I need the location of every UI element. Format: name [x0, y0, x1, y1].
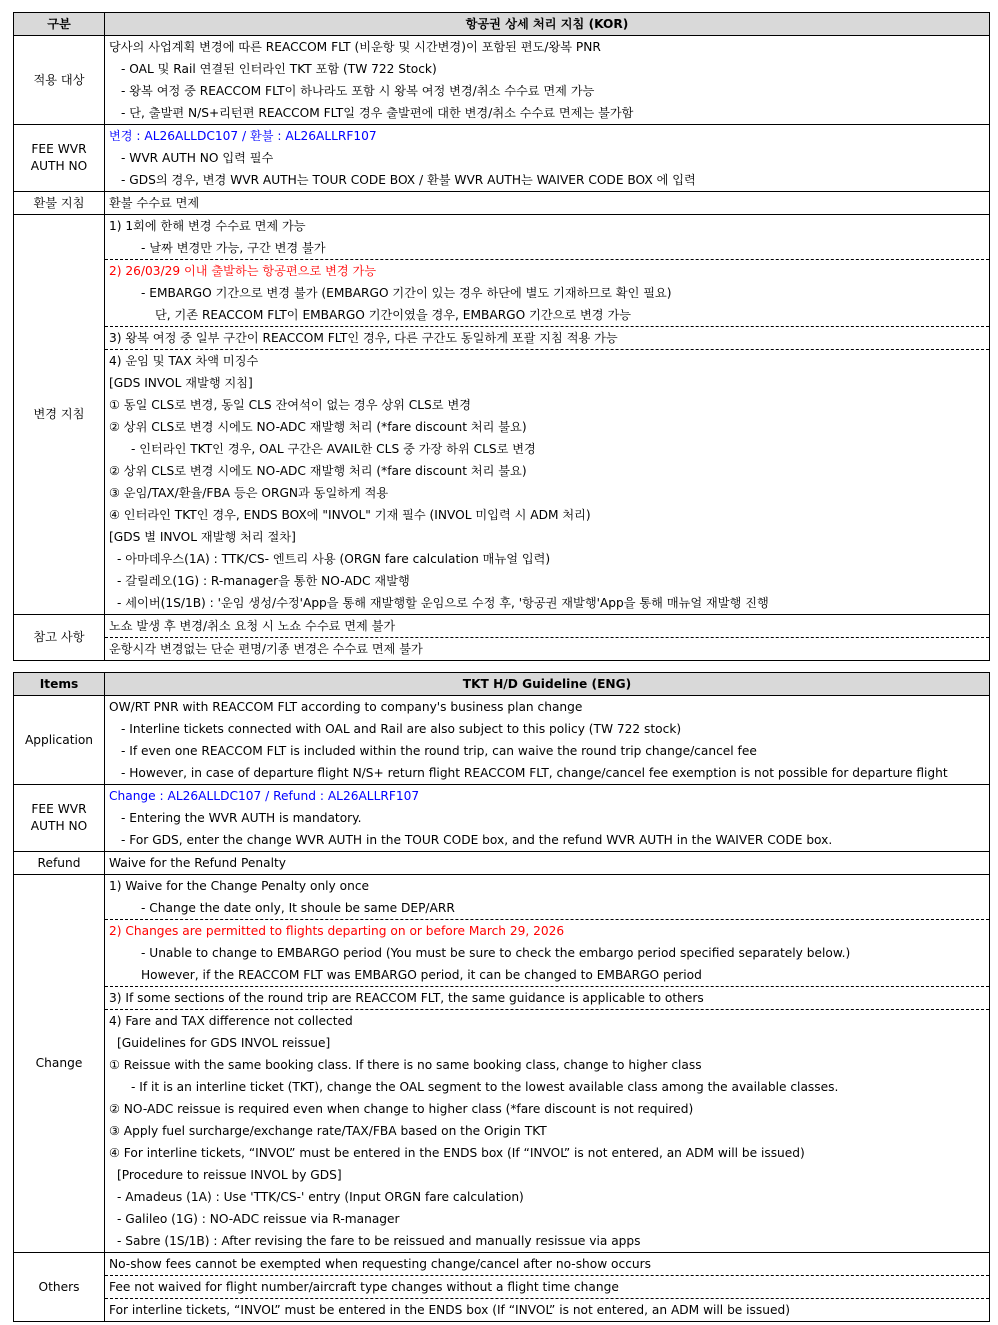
- content-line: ② NO-ADC reissue is required even when change to higher class (*fare discount is not required): [105, 1098, 990, 1120]
- table-row: [14, 696, 990, 719]
- table-row: [14, 785, 990, 808]
- content-line: ③ Apply fuel surcharge/exchange rate/TAX/FBA based on the Origin TKT: [105, 1120, 990, 1142]
- highlight-line: 2) 26/03/29 이내 출발하는 항공편으로 변경 가능: [105, 260, 990, 283]
- content-line: [GDS INVOL 재발행 지침]: [105, 372, 990, 394]
- header-title: 항공권 상세 처리 지침 (KOR): [105, 13, 990, 36]
- table-row: [14, 615, 990, 638]
- content-line: ② 상위 CLS로 변경 시에도 NO-ADC 재발행 처리 (*fare discount 처리 불요): [105, 416, 990, 438]
- row-label-refund: Refund: [14, 852, 105, 875]
- row-label-fee-wvr: FEE WVR AUTH NO: [14, 125, 105, 192]
- content-line: Fee not waived for flight number/aircraft type changes without a flight time change: [105, 1276, 990, 1299]
- content-line: [Guidelines for GDS INVOL reissue]: [105, 1032, 990, 1054]
- header-title: TKT H/D Guideline (ENG): [105, 673, 990, 696]
- content-line: - GDS의 경우, 변경 WVR AUTH는 TOUR CODE BOX / 환불 WVR AUTH는 WAIVER CODE BOX 에 입력: [105, 169, 990, 192]
- content-line: OW/RT PNR with REACCOM FLT according to company's business plan change: [105, 696, 990, 719]
- table-row: [14, 215, 990, 238]
- content-line: - 인터라인 TKT인 경우, OAL 구간은 AVAIL한 CLS 중 가장 하위 CLS로 변경: [105, 438, 990, 460]
- row-label-fee-wvr: FEE WVR AUTH NO: [14, 785, 105, 852]
- content-line: - 아마데우스(1A) : TTK/CS- 엔트리 사용 (ORGN fare calculation 매뉴얼 입력): [105, 548, 990, 570]
- content-line: - Unable to change to EMBARGO period (You must be sure to check the embargo period specified separately below.): [105, 942, 990, 964]
- content-line: - EMBARGO 기간으로 변경 불가 (EMBARGO 기간이 있는 경우 하단에 별도 기재하므로 확인 필요): [105, 282, 990, 304]
- content-line: - If even one REACCOM FLT is included within the round trip, can waive the round trip change/cancel fee: [105, 740, 990, 762]
- waiver-code-line: Change : AL26ALLDC107 / Refund : AL26ALLRF107: [105, 785, 990, 808]
- content-line: - If it is an interline ticket (TKT), change the OAL segment to the lowest available class among the available classes.: [105, 1076, 990, 1098]
- row-label-refund: 환불 지침: [14, 192, 105, 215]
- content-line: 단, 기존 REACCOM FLT이 EMBARGO 기간이였을 경우, EMBARGO 기간으로 변경 가능: [105, 304, 990, 327]
- content-line: ① 동일 CLS로 변경, 동일 CLS 잔여석이 없는 경우 상위 CLS로 변경: [105, 394, 990, 416]
- content-line: 노쇼 발생 후 변경/취소 요청 시 노쇼 수수료 면제 불가: [105, 615, 990, 638]
- content-line: - WVR AUTH NO 입력 필수: [105, 147, 990, 169]
- content-line: ① Reissue with the same booking class. If there is no same booking class, change to higher class: [105, 1054, 990, 1076]
- table-row: [14, 125, 990, 148]
- content-line: 운항시각 변경없는 단순 편명/기종 변경은 수수료 면제 불가: [105, 638, 990, 661]
- content-line: ② 상위 CLS로 변경 시에도 NO-ADC 재발행 처리 (*fare discount 처리 불요): [105, 460, 990, 482]
- content-line: - Sabre (1S/1B) : After revising the fare to be reissued and manually resissue via apps: [105, 1230, 990, 1253]
- content-line: - 단, 출발편 N/S+리턴편 REACCOM FLT일 경우 출발편에 대한 변경/취소 수수료 면제는 불가함: [105, 102, 990, 125]
- table-row: [14, 1253, 990, 1276]
- table-row: [14, 36, 990, 59]
- table-header-row: [14, 673, 990, 696]
- header-category: 구분: [14, 13, 105, 36]
- content-line: ③ 운임/TAX/환율/FBA 등은 ORGN과 동일하게 적용: [105, 482, 990, 504]
- guideline-table-eng: [13, 672, 990, 1322]
- highlight-line: 2) Changes are permitted to flights departing on or before March 29, 2026: [105, 920, 990, 943]
- table-header-row: [14, 13, 990, 36]
- content-line: - 세이버(1S/1B) : '운임 생성/수정'App을 통해 재발행할 운임으로 수정 후, '항공권 재발행'App을 통해 매뉴얼 재발행 진행: [105, 592, 990, 615]
- content-line: 당사의 사업계획 변경에 따른 REACCOM FLT (비운항 및 시간변경)이 포함된 편도/왕복 PNR: [105, 36, 990, 59]
- content-line: 4) Fare and TAX difference not collected: [105, 1010, 990, 1033]
- waiver-code-line: 변경 : AL26ALLDC107 / 환불 : AL26ALLRF107: [105, 125, 990, 148]
- row-label-application: 적용 대상: [14, 36, 105, 125]
- content-line: 환불 수수료 면제: [105, 192, 990, 215]
- guideline-table-kor: [13, 12, 990, 661]
- table-row: [14, 875, 990, 898]
- row-label-notes: 참고 사항: [14, 615, 105, 661]
- row-label-change: Change: [14, 875, 105, 1253]
- content-line: 4) 운임 및 TAX 차액 미징수: [105, 350, 990, 373]
- content-line: 3) If some sections of the round trip are REACCOM FLT, the same guidance is applicable to others: [105, 987, 990, 1010]
- content-line: ④ 인터라인 TKT인 경우, ENDS BOX에 "INVOL" 기재 필수 (INVOL 미입력 시 ADM 처리): [105, 504, 990, 526]
- content-line: 1) 1회에 한해 변경 수수료 면제 가능: [105, 215, 990, 238]
- content-line: - However, in case of departure flight N/S+ return flight REACCOM FLT, change/cancel fee exemption is not possible for departure flight: [105, 762, 990, 785]
- content-line: - Change the date only, It shoule be same DEP/ARR: [105, 897, 990, 920]
- content-line: - For GDS, enter the change WVR AUTH in the TOUR CODE box, and the refund WVR AUTH in the WAIVER CODE box.: [105, 829, 990, 852]
- content-line: - 왕복 여정 중 REACCOM FLT이 하나라도 포함 시 왕복 여정 변경/취소 수수료 면제 가능: [105, 80, 990, 102]
- content-line: - Interline tickets connected with OAL and Rail are also subject to this policy (TW 722 stock): [105, 718, 990, 740]
- content-line: For interline tickets, “INVOL” must be entered in the ENDS box (If “INVOL” is not entered, an ADM will be issued): [105, 1299, 990, 1322]
- content-line: - Entering the WVR AUTH is mandatory.: [105, 807, 990, 829]
- content-line: Waive for the Refund Penalty: [105, 852, 990, 875]
- content-line: - 날짜 변경만 가능, 구간 변경 불가: [105, 237, 990, 260]
- content-line: ④ For interline tickets, “INVOL” must be entered in the ENDS box (If “INVOL” is not entered, an ADM will be issued): [105, 1142, 990, 1164]
- row-label-change: 변경 지침: [14, 215, 105, 615]
- content-line: - 갈릴레오(1G) : R-manager을 통한 NO-ADC 재발행: [105, 570, 990, 592]
- row-label-others: Others: [14, 1253, 105, 1322]
- row-label-application: Application: [14, 696, 105, 785]
- header-items: Items: [14, 673, 105, 696]
- content-line: 3) 왕복 여정 중 일부 구간이 REACCOM FLT인 경우, 다른 구간도 동일하게 포괄 지침 적용 가능: [105, 327, 990, 350]
- content-line: 1) Waive for the Change Penalty only once: [105, 875, 990, 898]
- table-row: [14, 192, 990, 215]
- content-line: No-show fees cannot be exempted when requesting change/cancel after no-show occurs: [105, 1253, 990, 1276]
- content-line: - OAL 및 Rail 연결된 인터라인 TKT 포함 (TW 722 Stock): [105, 58, 990, 80]
- content-line: - Galileo (1G) : NO-ADC reissue via R-manager: [105, 1208, 990, 1230]
- content-line: [Procedure to reissue INVOL by GDS]: [105, 1164, 990, 1186]
- content-line: [GDS 별 INVOL 재발행 처리 절차]: [105, 526, 990, 548]
- content-line: However, if the REACCOM FLT was EMBARGO period, it can be changed to EMBARGO period: [105, 964, 990, 987]
- table-row: [14, 852, 990, 875]
- content-line: - Amadeus (1A) : Use 'TTK/CS-' entry (Input ORGN fare calculation): [105, 1186, 990, 1208]
